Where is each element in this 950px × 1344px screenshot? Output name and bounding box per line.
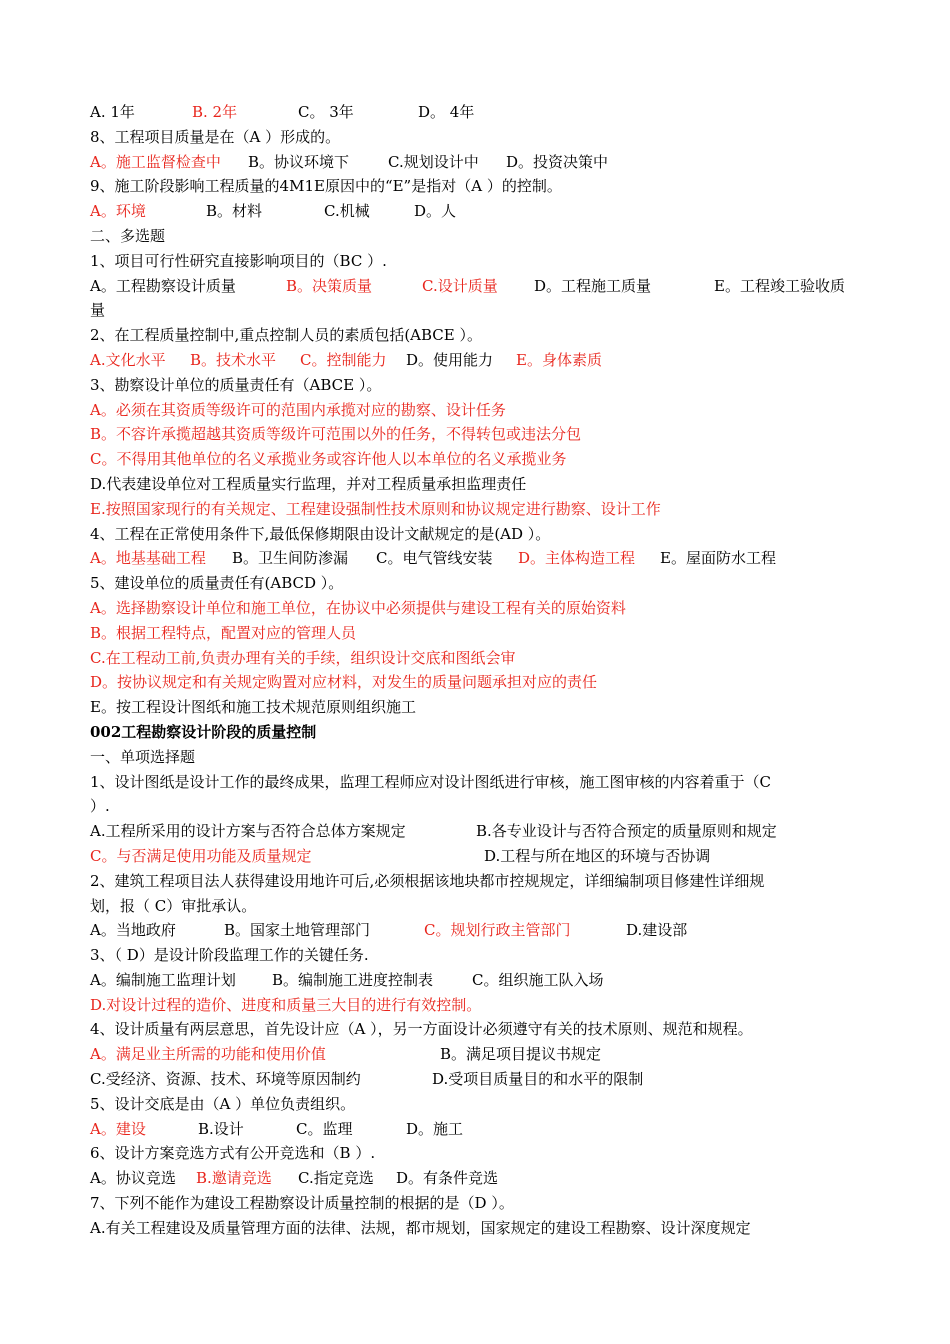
answer-text: C.设计质量: [422, 276, 498, 295]
text-segment: A. 1年: [90, 103, 135, 121]
text-segment: D。施工: [406, 1119, 464, 1138]
text-line: [90, 1092, 865, 1117]
text-line: [90, 249, 865, 274]
text-line: [90, 497, 865, 522]
text-segment: D.工程与所在地区的环境与否协调: [484, 846, 711, 865]
document-page: [90, 100, 865, 1241]
text-line: [90, 472, 865, 497]
answer-text: B。技术水平: [190, 350, 277, 369]
answer-text: D。主体构造工程: [518, 549, 636, 568]
text-segment: A。当地政府: [90, 921, 176, 940]
answer-text: A。选择勘察设计单位和施工单位，在协议中必须提供与建设工程有关的原始资料: [90, 598, 626, 617]
text-line: [90, 199, 865, 224]
text-segment: 9、施工阶段影响工程质量的4M1E原因中的“E”是指对（A ）的控制。: [90, 177, 562, 196]
text-line: [90, 373, 865, 398]
text-segment: B。编制施工进度控制表: [272, 970, 434, 989]
text-line: [90, 695, 865, 720]
text-segment: 1、项目可行性研究直接影响项目的（BC ）.: [90, 251, 387, 270]
text-line: [90, 894, 865, 919]
text-line: [90, 447, 865, 472]
answer-text: D.对设计过程的造价、进度和质量三大目的进行有效控制。: [90, 995, 482, 1014]
text-segment: D。有条件竞选: [396, 1169, 499, 1188]
answer-text: A。施工监督检查中: [90, 152, 221, 171]
text-line: [90, 174, 865, 199]
answer-text: B。不容许承揽超越其资质等级许可范围以外的任务，不得转包或违法分包: [90, 425, 582, 444]
answer-text: B。决策质量: [286, 276, 373, 295]
text-segment: C.规划设计中: [388, 152, 479, 171]
text-segment: C。 3年: [298, 103, 354, 121]
text-line: [90, 150, 865, 175]
answer-text: C。规划行政主管部门: [424, 921, 571, 940]
text-segment: B。协议环境下: [248, 152, 350, 171]
text-segment: D。投资决策中: [506, 152, 609, 171]
text-segment: 5、设计交底是由（A ）单位负责组织。: [90, 1094, 356, 1113]
text-segment: A.有关工程建设及质量管理方面的法律、法规，都市规划，国家规定的建设工程勘察、设计深度规定: [90, 1218, 751, 1237]
text-segment: 划，报（ C）审批承认。: [90, 896, 257, 915]
text-line: [90, 670, 865, 695]
text-segment: D.建设部: [626, 921, 688, 940]
text-segment: 4、设计质量有两层意思，首先设计应（A ），另一方面设计必须遵守有关的技术原则、规范和规程。: [90, 1020, 753, 1039]
text-line: [90, 274, 865, 299]
answer-text: A。地基基础工程: [90, 549, 206, 568]
text-line: [90, 224, 865, 249]
text-segment: B。国家土地管理部门: [224, 921, 371, 940]
text-segment: D。工程施工质量: [534, 276, 652, 295]
text-segment: 二、多选题: [90, 226, 166, 245]
answer-text: C。不得用其他单位的名义承揽业务或容许他人以本单位的名义承揽业务: [90, 450, 567, 469]
answer-text: E.按照国家现行的有关规定、工程建设强制性技术原则和协议规定进行勘察、设计工作: [90, 499, 661, 518]
text-segment: 4、工程在正常使用条件下,最低保修期限由设计文献规定的是(AD ）。: [90, 524, 551, 543]
text-segment: 2、建筑工程项目法人获得建设用地许可后,必须根据该地块都市控规规定，详细编制项目修建性详细规: [90, 871, 765, 890]
text-line: [90, 100, 865, 125]
text-line: [90, 1191, 865, 1216]
text-segment: 8、工程项目质量是在（A ）形成的。: [90, 127, 341, 146]
text-segment: B。材料: [206, 202, 263, 221]
text-line: [90, 125, 865, 150]
text-line: [90, 596, 865, 621]
text-line: [90, 621, 865, 646]
text-line: [90, 770, 865, 795]
text-line: [90, 968, 865, 993]
text-segment: D。使用能力: [406, 350, 494, 369]
text-segment: 6、设计方案竞选方式有公开竞选和（B ）.: [90, 1144, 376, 1163]
text-segment: C.指定竞选: [298, 1169, 374, 1188]
text-line: [90, 398, 865, 423]
text-segment: 002工程勘察设计阶段的质量控制: [90, 722, 317, 741]
answer-text: C.在工程动工前,负责办理有关的手续，组织设计交底和图纸会审: [90, 648, 516, 667]
text-line: [90, 546, 865, 571]
answer-text: A。满足业主所需的功能和使用价值: [90, 1045, 326, 1064]
text-segment: C。组织施工队入场: [472, 970, 604, 989]
text-line: [90, 298, 865, 323]
text-line: [90, 1216, 865, 1241]
text-segment: A。工程勘察设计质量: [90, 276, 236, 295]
text-line: [90, 522, 865, 547]
text-line: [90, 1141, 865, 1166]
text-segment: C。监理: [296, 1119, 353, 1138]
text-segment: E。屋面防水工程: [660, 549, 776, 568]
text-segment: 3、勘察设计单位的质量责任有（ABCE ）。: [90, 375, 382, 394]
answer-text: A。必须在其资质等级许可的范围内承揽对应的勘察、设计任务: [90, 400, 506, 419]
text-segment: D。人: [414, 202, 457, 221]
text-segment: B.各专业设计与否符合预定的质量原则和规定: [476, 822, 777, 841]
text-line: [90, 1166, 865, 1191]
text-line: [90, 819, 865, 844]
text-segment: A。协议竞选: [90, 1169, 176, 1188]
text-line: [90, 943, 865, 968]
text-segment: 2、在工程质量控制中,重点控制人员的素质包括(ABCE ）。: [90, 326, 482, 345]
text-segment: D.代表建设单位对工程质量实行监理，并对工程质量承担监理责任: [90, 474, 527, 493]
text-segment: A.工程所采用的设计方案与否符合总体方案规定: [90, 822, 406, 841]
text-segment: E。工程竣工验收质: [714, 276, 845, 295]
answer-text: B.邀请竞选: [196, 1169, 272, 1188]
text-segment: C.机械: [324, 202, 370, 221]
text-line: [90, 745, 865, 770]
text-line: [90, 844, 865, 869]
text-segment: 量: [90, 301, 106, 320]
text-line: [90, 794, 865, 819]
text-line: [90, 571, 865, 596]
answer-text: A.文化水平: [90, 350, 166, 369]
text-segment: D。 4年: [418, 103, 475, 121]
answer-text: D。按协议规定和有关规定购置对应材料，对发生的质量问题承担对应的责任: [90, 673, 598, 692]
answer-text: B. 2年: [192, 103, 238, 121]
text-line: [90, 993, 865, 1018]
text-line: [90, 348, 865, 373]
text-segment: B。满足项目提议书规定: [440, 1045, 602, 1064]
text-segment: C.受经济、资源、技术、环境等原因制约: [90, 1070, 361, 1089]
text-line: [90, 422, 865, 447]
answer-text: C。控制能力: [300, 350, 387, 369]
section-heading: [90, 720, 865, 745]
text-line: [90, 1117, 865, 1142]
text-line: [90, 1042, 865, 1067]
text-line: [90, 323, 865, 348]
text-segment: A。编制施工监理计划: [90, 970, 236, 989]
text-segment: D.受项目质量目的和水平的限制: [432, 1070, 644, 1089]
text-segment: 5、建设单位的质量责任有(ABCD ）。: [90, 574, 344, 593]
text-segment: 一、单项选择题: [90, 747, 196, 766]
text-segment: B.设计: [198, 1119, 244, 1138]
answer-text: B。根据工程特点，配置对应的管理人员: [90, 623, 357, 642]
text-segment: 3、（ D）是设计阶段监理工作的关键任务.: [90, 946, 369, 965]
text-line: [90, 1067, 865, 1092]
text-segment: C。电气管线安装: [376, 549, 493, 568]
answer-text: E。身体素质: [516, 350, 602, 369]
text-segment: ）.: [90, 797, 110, 816]
text-segment: B。卫生间防渗漏: [232, 549, 349, 568]
text-segment: 7、下列不能作为建设工程勘察设计质量控制的根据的是（D ）。: [90, 1194, 514, 1213]
answer-text: A。环境: [90, 202, 146, 221]
text-line: [90, 1017, 865, 1042]
answer-text: C。与否满足使用功能及质量规定: [90, 846, 312, 865]
text-segment: 1、设计图纸是设计工作的最终成果，监理工程师应对设计图纸进行审核，施工图审核的内容着重于（C: [90, 772, 772, 791]
answer-text: A。建设: [90, 1119, 146, 1138]
text-line: [90, 918, 865, 943]
text-segment: E。按工程设计图纸和施工技术规范原则组织施工: [90, 698, 416, 717]
text-line: [90, 646, 865, 671]
text-line: [90, 869, 865, 894]
